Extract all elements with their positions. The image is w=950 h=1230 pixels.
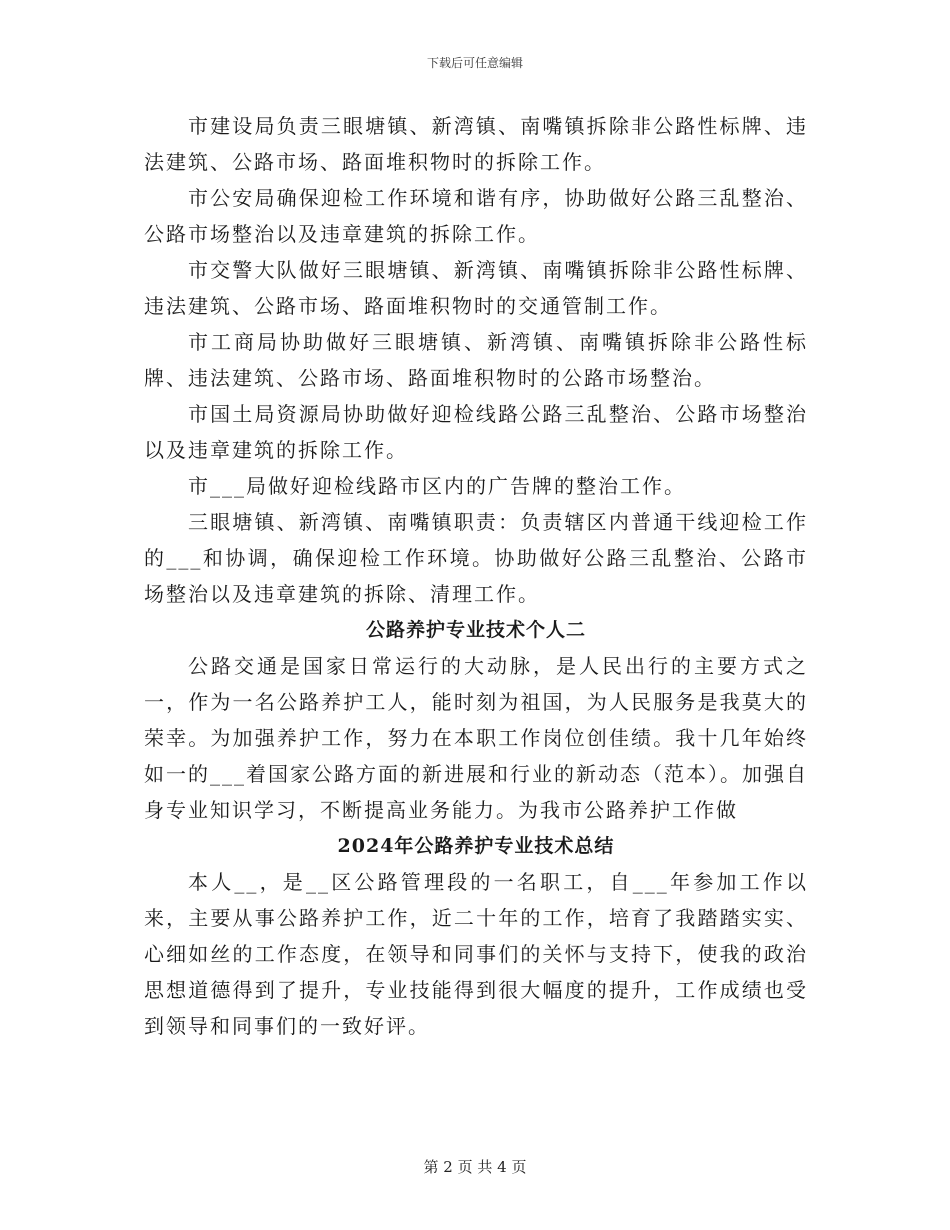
section-heading-personal-two: 公路养护专业技术个人二 [365, 619, 586, 641]
paragraph-public-security-bureau: 市公安局确保迎检工作环境和谐有序，协助做好公路三乱整治、公路市场整治以及违章建筑的拆除工作。 [144, 186, 808, 246]
page-footer: 第 2 页 共 4 页 [423, 1158, 527, 1176]
paragraph-construction-bureau: 市建设局负责三眼塘镇、新湾镇、南嘴镇拆除非公路性标牌、违法建筑、公路市场、路面堆积物时的拆除工作。 [144, 114, 808, 174]
paragraph-land-resources-bureau: 市国土局资源局协助做好迎检线路公路三乱整治、公路市场整治以及违章建筑的拆除工作。 [144, 402, 808, 462]
document-body [144, 108, 808, 1044]
section-heading-2024-summary: 2024年公路养护专业技术总结 [337, 835, 615, 857]
paragraph-industry-commerce-bureau: 市工商局协助做好三眼塘镇、新湾镇、南嘴镇拆除非公路性标牌、违法建筑、公路市场、路面堆积物时的公路市场整治。 [144, 330, 808, 390]
page-header: 下载后可任意编辑 [426, 56, 523, 70]
paragraph-road-maintenance-intro: 公路交通是国家日常运行的大动脉，是人民出行的主要方式之一，作为一名公路养护工人，能时刻为祖国，为人民服务是我莫大的荣幸。为加强养护工作，努力在本职工作岗位创佳绩。我十几年始终如一的___着国家公路方面的新进展和行业的新动态（范本）。加强自身专业知识学习，不断提高业务能力。为我市公路养护工作做 [144, 654, 808, 822]
paragraph-summary-body: 本人__，是__区公路管理段的一名职工，自___年参加工作以来，主要从事公路养护工作，近二十年的工作，培育了我踏踏实实、心细如丝的工作态度，在领导和同事们的关怀与支持下，使我的政治思想道德得到了提升，专业技能得到很大幅度的提升，工作成绩也受到领导和同事们的一致好评。 [144, 870, 808, 1038]
paragraph-traffic-police: 市交警大队做好三眼塘镇、新湾镇、南嘴镇拆除非公路性标牌、违法建筑、公路市场、路面堆积物时的交通管制工作。 [144, 258, 808, 318]
paragraph-advertising-billboards: 市___局做好迎检线路市区内的广告牌的整治工作。 [188, 474, 686, 498]
paragraph-town-duties: 三眼塘镇、新湾镇、南嘴镇职责：负责辖区内普通干线迎检工作的___和协调，确保迎检工作环境。协助做好公路三乱整治、公路市场整治以及违章建筑的拆除、清理工作。 [144, 510, 808, 606]
